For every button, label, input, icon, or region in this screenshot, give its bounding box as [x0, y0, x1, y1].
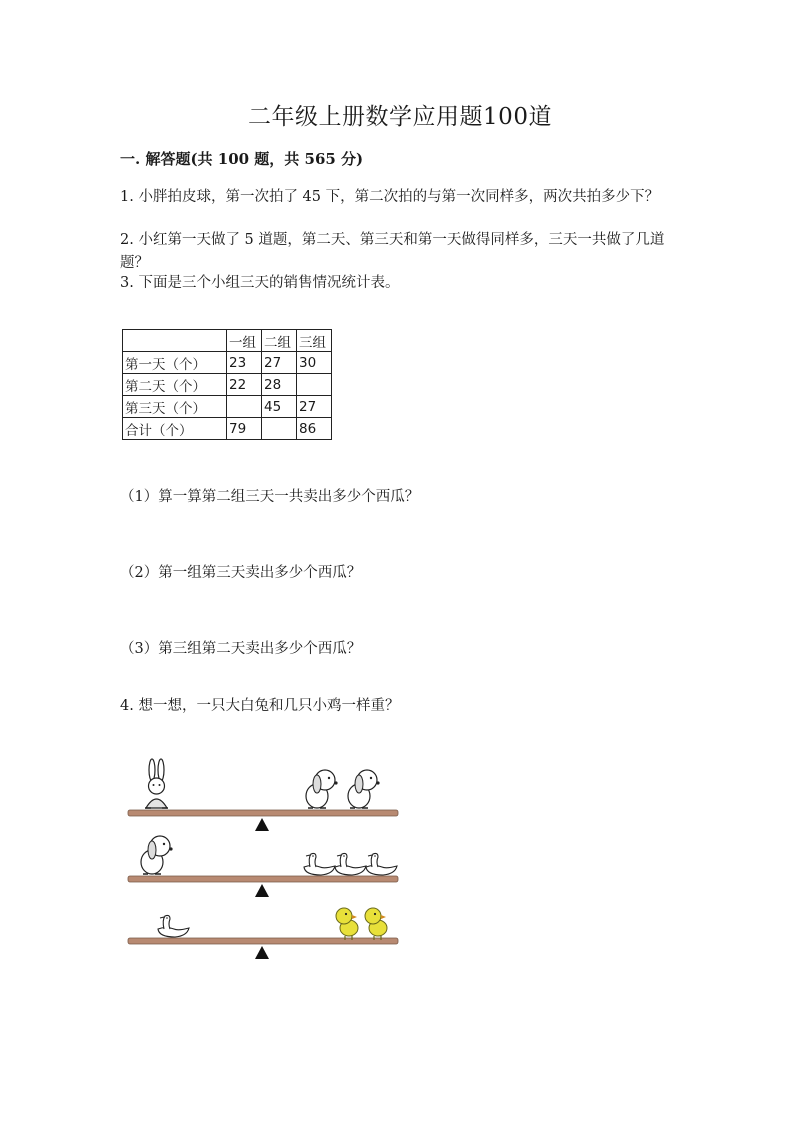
table-row-header: 第三天（个）: [123, 396, 227, 418]
table-column-header: 二组: [262, 330, 297, 352]
dog-icon: [348, 770, 380, 808]
table-cell: [227, 396, 262, 418]
fulcrum-icon: [255, 946, 269, 959]
dog-icon: [306, 770, 338, 808]
table-cell: 23: [227, 352, 262, 374]
duck-icon: [366, 853, 397, 875]
table-row-header: 合计（个）: [123, 418, 227, 440]
table-header-row: [123, 330, 332, 352]
question-4: 4. 想一想，一只大白兔和几只小鸡一样重？: [120, 698, 400, 714]
question-3: 3. 下面是三个小组三天的销售情况统计表。: [120, 275, 400, 291]
fulcrum-icon: [255, 884, 269, 897]
table-cell: [262, 418, 297, 440]
balance-scale-figure: [122, 742, 404, 962]
table-column-header: 三组: [297, 330, 332, 352]
table-row: [123, 352, 332, 374]
duck-icon: [304, 853, 335, 875]
table-row: [123, 418, 332, 440]
table-cell: 79: [227, 418, 262, 440]
section-heading: 一. 解答题(共 100 题，共 565 分): [120, 150, 364, 168]
table-row: [123, 374, 332, 396]
table-corner-cell: [123, 330, 227, 352]
table-cell: 45: [262, 396, 297, 418]
rabbit-icon: [145, 759, 168, 808]
table-row: [123, 396, 332, 418]
table-cell: 28: [262, 374, 297, 396]
table-column-header: 一组: [227, 330, 262, 352]
table-cell: [297, 374, 332, 396]
fulcrum-icon: [255, 818, 269, 831]
chick-icon: [365, 908, 387, 940]
subquestion-1: （1）算一算第二组三天一共卖出多少个西瓜？: [120, 489, 420, 505]
subquestion-2: （2）第一组第三天卖出多少个西瓜？: [120, 565, 362, 581]
table-cell: 86: [297, 418, 332, 440]
page-title: 二年级上册数学应用题100道: [248, 104, 552, 130]
sales-table: [122, 329, 332, 440]
balance-beam: [128, 810, 398, 816]
duck-icon: [335, 853, 366, 875]
table-cell: 22: [227, 374, 262, 396]
table-cell: 30: [297, 352, 332, 374]
dog-icon: [141, 836, 173, 874]
question-1: 1. 小胖拍皮球，第一次拍了 45 下，第二次拍的与第一次同样多，两次共拍多少下？: [120, 189, 660, 205]
table-row-header: 第一天（个）: [123, 352, 227, 374]
balance-beam: [128, 938, 398, 944]
chick-icon: [336, 908, 358, 940]
table-cell: 27: [297, 396, 332, 418]
question-2: 2. 小红第一天做了 5 道题，第二天、第三天和第一天做得同样多，三天一共做了几道题？: [120, 232, 665, 271]
table-cell: 27: [262, 352, 297, 374]
subquestion-3: （3）第三组第二天卖出多少个西瓜？: [120, 641, 362, 657]
duck-icon: [158, 915, 189, 937]
table-row-header: 第二天（个）: [123, 374, 227, 396]
balance-beam: [128, 876, 398, 882]
